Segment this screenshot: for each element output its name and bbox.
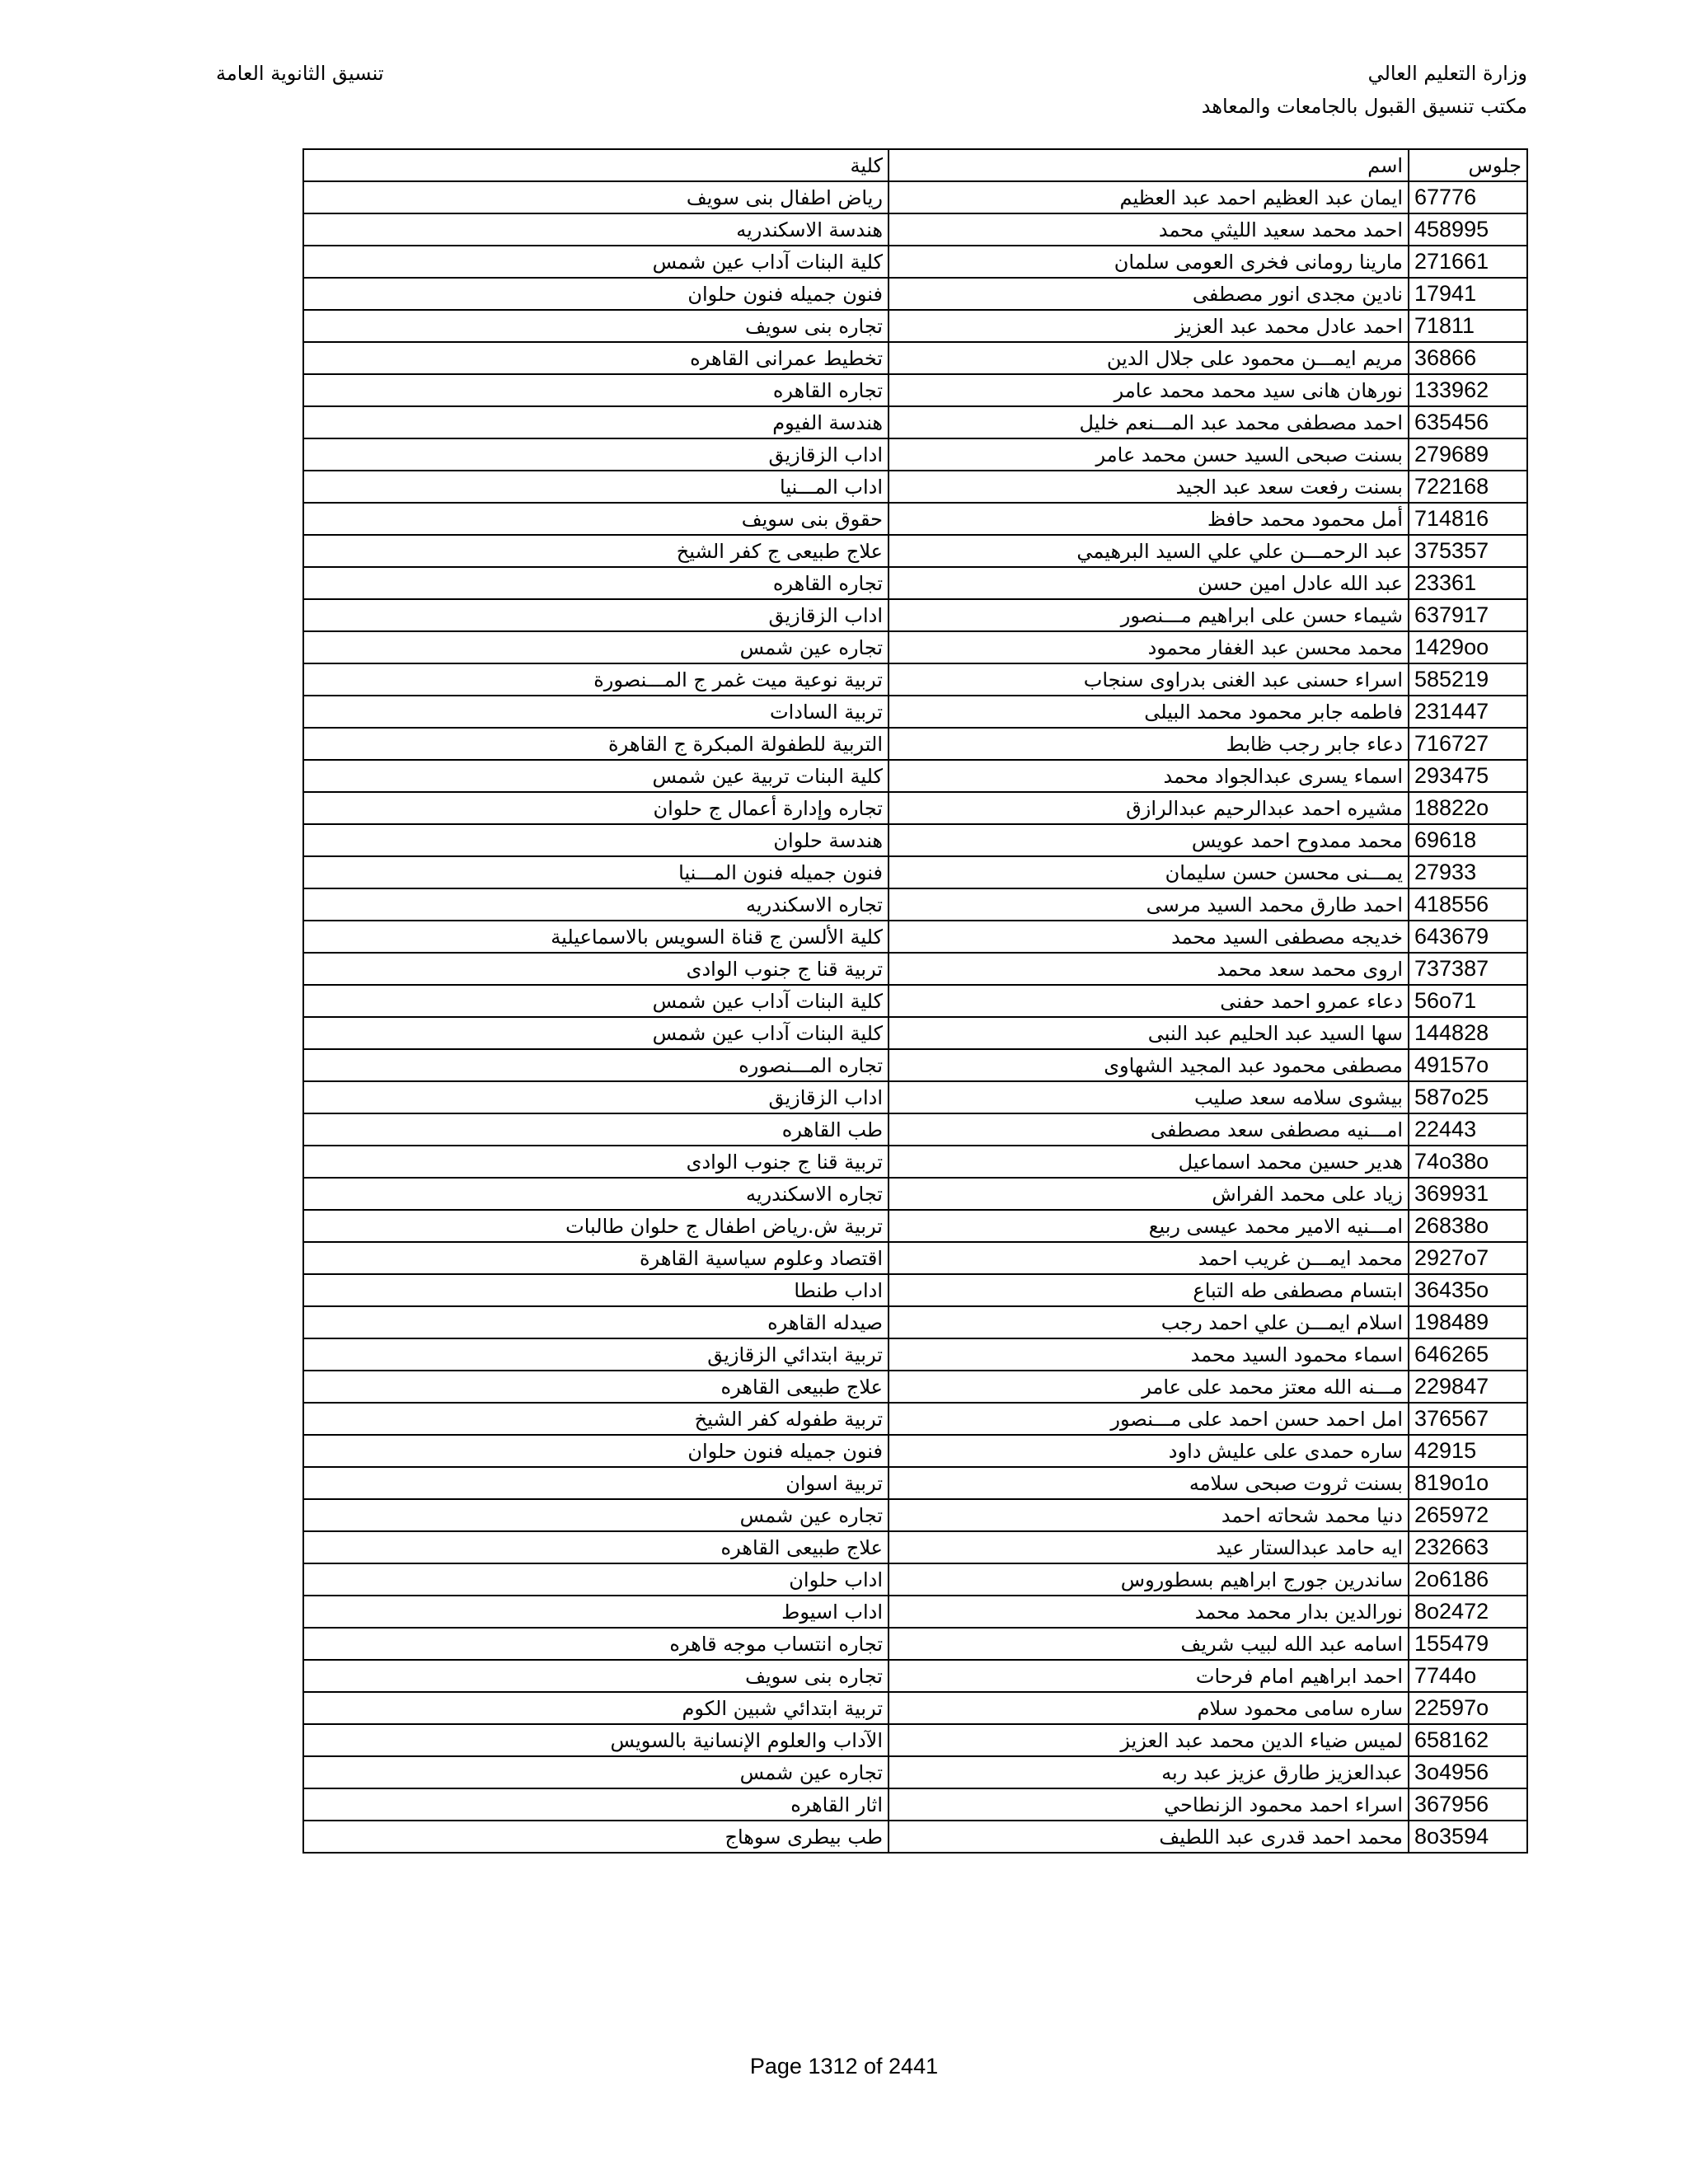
- college-cell: فنون جميله فنون حلوان: [303, 1435, 889, 1467]
- student-name-cell: محمد احمد قدرى عبد اللطيف: [889, 1821, 1409, 1853]
- college-column-header: كلية: [303, 149, 889, 181]
- student-name-cell: امل احمد حسن احمد على مـــنصور: [889, 1403, 1409, 1435]
- student-name-cell: نادين مجدى انور مصطفى: [889, 278, 1409, 310]
- seat-number-cell: 56o71: [1409, 985, 1527, 1017]
- student-name-cell: مريم ايمـــن محمود على جلال الدين: [889, 342, 1409, 374]
- student-name-cell: عبد الرحمـــن علي علي السيد البرهيمي: [889, 535, 1409, 567]
- table-row: [303, 1531, 1527, 1563]
- seat-number-cell: 585219: [1409, 663, 1527, 696]
- table-row: [303, 1113, 1527, 1146]
- student-name-cell: اسلام ايمـــن علي احمد رجب: [889, 1306, 1409, 1338]
- table-row: [303, 438, 1527, 471]
- seat-number-cell: 144828: [1409, 1017, 1527, 1049]
- college-cell: تجاره عين شمس: [303, 1756, 889, 1788]
- college-cell: كلية البنات تربية عين شمس: [303, 760, 889, 792]
- seat-number-cell: 198489: [1409, 1306, 1527, 1338]
- table-row: [303, 374, 1527, 406]
- table-row: [303, 1467, 1527, 1499]
- table-row: [303, 1178, 1527, 1210]
- college-cell: تجاره وإدارة أعمال ج حلوان: [303, 792, 889, 824]
- college-cell: علاج طبيعى القاهره: [303, 1531, 889, 1563]
- seat-number-cell: 36866: [1409, 342, 1527, 374]
- seat-number-cell: 819o1o: [1409, 1467, 1527, 1499]
- seat-number-cell: 714816: [1409, 503, 1527, 535]
- student-name-cell: نورالدين بدار محمد محمد: [889, 1596, 1409, 1628]
- seat-number-cell: 69618: [1409, 824, 1527, 856]
- seat-number-cell: 646265: [1409, 1338, 1527, 1371]
- seat-number-cell: 716727: [1409, 728, 1527, 760]
- seat-number-cell: 18822o: [1409, 792, 1527, 824]
- table-row: [303, 535, 1527, 567]
- college-cell: تجاره القاهره: [303, 567, 889, 599]
- college-cell: اقتصاد وعلوم سياسية القاهرة: [303, 1242, 889, 1274]
- student-name-cell: مـــنه الله معتز محمد على عامر: [889, 1371, 1409, 1403]
- college-cell: تربية قنا ج جنوب الوادى: [303, 953, 889, 985]
- college-cell: علاج طبيعى ج كفر الشيخ: [303, 535, 889, 567]
- table-row: [303, 1306, 1527, 1338]
- office-title: مكتب تنسيق القبول بالجامعات والمعاهد: [1201, 95, 1527, 118]
- student-name-cell: اسامه عبد الله لبيب شريف: [889, 1628, 1409, 1660]
- college-cell: تجاره بنى سويف: [303, 1660, 889, 1692]
- student-name-cell: احمد محمد سعيد الليثي محمد: [889, 213, 1409, 246]
- seat-number-cell: 22443: [1409, 1113, 1527, 1146]
- college-cell: تربية ش.رياض اطفال ج حلوان طالبات: [303, 1210, 889, 1242]
- student-name-cell: سها السيد عبد الحليم عبد النبى: [889, 1017, 1409, 1049]
- seat-number-cell: 643679: [1409, 921, 1527, 953]
- college-cell: تجاره عين شمس: [303, 1499, 889, 1531]
- table-row: [303, 888, 1527, 921]
- student-name-cell: اسماء يسرى عبدالجواد محمد: [889, 760, 1409, 792]
- college-cell: صيدله القاهره: [303, 1306, 889, 1338]
- student-name-cell: ساندرين جورج ابراهيم بسطوروس: [889, 1563, 1409, 1596]
- student-name-cell: محمد ايمـــن غريب احمد: [889, 1242, 1409, 1274]
- student-name-cell: مصطفى محمود عبد المجيد الشهاوى: [889, 1049, 1409, 1081]
- table-row: [303, 1274, 1527, 1306]
- student-name-cell: بسنت ثروت صبحى سلامه: [889, 1467, 1409, 1499]
- college-cell: تجاره عين شمس: [303, 631, 889, 663]
- college-cell: تربية ابتدائي الزقازيق: [303, 1338, 889, 1371]
- student-name-cell: احمد عادل محمد عبد العزيز: [889, 310, 1409, 342]
- seat-number-cell: 458995: [1409, 213, 1527, 246]
- student-name-cell: امـــنيه مصطفى سعد مصطفى: [889, 1113, 1409, 1146]
- table-row: [303, 824, 1527, 856]
- table-row: [303, 663, 1527, 696]
- table-row: [303, 792, 1527, 824]
- table-row: [303, 1628, 1527, 1660]
- seat-number-cell: 36435o: [1409, 1274, 1527, 1306]
- seat-number-cell: 22597o: [1409, 1692, 1527, 1724]
- table-row: [303, 856, 1527, 888]
- student-name-cell: أمل محمود محمد حافظ: [889, 503, 1409, 535]
- college-cell: هندسة الفيوم: [303, 406, 889, 438]
- seat-number-cell: 722168: [1409, 471, 1527, 503]
- table-row: [303, 953, 1527, 985]
- page-number: Page 1312 of 2441: [749, 2054, 939, 2079]
- student-name-cell: محمد ممدوح احمد عويس: [889, 824, 1409, 856]
- table-row: [303, 1821, 1527, 1853]
- college-cell: كلية البنات آداب عين شمس: [303, 985, 889, 1017]
- seat-number-cell: 26838o: [1409, 1210, 1527, 1242]
- student-name-cell: لميس ضياء الدين محمد عبد العزيز: [889, 1724, 1409, 1756]
- college-cell: تجاره الاسكندريه: [303, 1178, 889, 1210]
- student-name-cell: بسنت رفعت سعد عبد الجيد: [889, 471, 1409, 503]
- college-cell: فنون جميله فنون حلوان: [303, 278, 889, 310]
- table-row: [303, 985, 1527, 1017]
- table-row: [303, 1049, 1527, 1081]
- table-row: [303, 1371, 1527, 1403]
- seat-number-cell: 293475: [1409, 760, 1527, 792]
- table-row: [303, 1338, 1527, 1371]
- table-row: [303, 1081, 1527, 1113]
- table-row: [303, 1146, 1527, 1178]
- table-row: [303, 1692, 1527, 1724]
- table-row: [303, 1017, 1527, 1049]
- college-cell: تربية طفوله كفر الشيخ: [303, 1403, 889, 1435]
- college-cell: رياض اطفال بنى سويف: [303, 181, 889, 213]
- college-cell: هندسة حلوان: [303, 824, 889, 856]
- college-cell: تخطيط عمرانى القاهره: [303, 342, 889, 374]
- table-row: [303, 1756, 1527, 1788]
- table-row: [303, 342, 1527, 374]
- seat-column-header: جلوس: [1409, 149, 1527, 181]
- college-cell: التربية للطفولة المبكرة ج القاهرة: [303, 728, 889, 760]
- seat-number-cell: 23361: [1409, 567, 1527, 599]
- student-name-cell: اسماء محمود السيد محمد: [889, 1338, 1409, 1371]
- seat-number-cell: 737387: [1409, 953, 1527, 985]
- college-cell: تجاره المـــنصوره: [303, 1049, 889, 1081]
- seat-number-cell: 587o25: [1409, 1081, 1527, 1113]
- table-row: [303, 1435, 1527, 1467]
- student-name-cell: بسنت صبحى السيد حسن محمد عامر: [889, 438, 1409, 471]
- student-name-cell: ايه حامد عبدالستار عيد: [889, 1531, 1409, 1563]
- student-name-cell: مشيره احمد عبدالرحيم عبدالرازق: [889, 792, 1409, 824]
- college-cell: اداب حلوان: [303, 1563, 889, 1596]
- student-name-cell: زياد على محمد الفراش: [889, 1178, 1409, 1210]
- student-name-cell: نورهان هانى سيد محمد محمد عامر: [889, 374, 1409, 406]
- college-cell: اداب اسيوط: [303, 1596, 889, 1628]
- table-row: [303, 1660, 1527, 1692]
- college-cell: اداب الزقازيق: [303, 1081, 889, 1113]
- college-cell: تربية نوعية ميت غمر ج المـــنصورة: [303, 663, 889, 696]
- student-name-cell: اروى محمد سعد محمد: [889, 953, 1409, 985]
- student-name-cell: فاطمه جابر محمود محمد البيلى: [889, 696, 1409, 728]
- table-row: [303, 406, 1527, 438]
- seat-number-cell: 3o4956: [1409, 1756, 1527, 1788]
- seat-number-cell: 67776: [1409, 181, 1527, 213]
- seat-number-cell: 2o6186: [1409, 1563, 1527, 1596]
- college-cell: تربية اسوان: [303, 1467, 889, 1499]
- student-name-cell: اسراء احمد محمود الزنطاحي: [889, 1788, 1409, 1821]
- table-row: [303, 567, 1527, 599]
- table-row: [303, 921, 1527, 953]
- seat-number-cell: 17941: [1409, 278, 1527, 310]
- student-name-cell: امـــنيه الامير محمد عيسى ربيع: [889, 1210, 1409, 1242]
- student-name-cell: ابتسام مصطفى طه التباع: [889, 1274, 1409, 1306]
- student-name-cell: اسراء حسنى عبد الغنى بدراوى سنجاب: [889, 663, 1409, 696]
- student-name-cell: عبد الله عادل امين حسن: [889, 567, 1409, 599]
- college-cell: تربية ابتدائي شبين الكوم: [303, 1692, 889, 1724]
- student-name-cell: دنيا محمد شحاته احمد: [889, 1499, 1409, 1531]
- student-name-cell: احمد مصطفى محمد عبد المـــنعم خليل: [889, 406, 1409, 438]
- seat-number-cell: 637917: [1409, 599, 1527, 631]
- student-name-cell: ايمان عبد العظيم احمد عبد العظيم: [889, 181, 1409, 213]
- student-name-cell: احمد ابراهيم امام فرحات: [889, 1660, 1409, 1692]
- student-name-cell: احمد طارق محمد السيد مرسى: [889, 888, 1409, 921]
- table-row: [303, 1210, 1527, 1242]
- seat-number-cell: 367956: [1409, 1788, 1527, 1821]
- seat-number-cell: 418556: [1409, 888, 1527, 921]
- college-cell: حقوق بنى سويف: [303, 503, 889, 535]
- college-cell: تربية قنا ج جنوب الوادى: [303, 1146, 889, 1178]
- college-cell: تجاره انتساب موجه قاهره: [303, 1628, 889, 1660]
- name-column-header: اسم: [889, 149, 1409, 181]
- table-row: [303, 696, 1527, 728]
- table-row: [303, 278, 1527, 310]
- college-cell: الآداب والعلوم الإنسانية بالسويس: [303, 1724, 889, 1756]
- college-cell: كلية البنات آداب عين شمس: [303, 1017, 889, 1049]
- seat-number-cell: 27933: [1409, 856, 1527, 888]
- student-name-cell: هدير حسين محمد اسماعيل: [889, 1146, 1409, 1178]
- seat-number-cell: 74o38o: [1409, 1146, 1527, 1178]
- table-row: [303, 599, 1527, 631]
- seat-number-cell: 375357: [1409, 535, 1527, 567]
- table-row: [303, 310, 1527, 342]
- college-cell: اثار القاهره: [303, 1788, 889, 1821]
- seat-number-cell: 71811: [1409, 310, 1527, 342]
- student-name-cell: ساره حمدى على عليش داود: [889, 1435, 1409, 1467]
- seat-number-cell: 8o3594: [1409, 1821, 1527, 1853]
- table-row: [303, 1242, 1527, 1274]
- student-name-cell: يمـــنى محسن حسن سليمان: [889, 856, 1409, 888]
- table-row: [303, 1724, 1527, 1756]
- seat-number-cell: 7744o: [1409, 1660, 1527, 1692]
- college-cell: طب القاهره: [303, 1113, 889, 1146]
- results-table: [302, 148, 1528, 1854]
- seat-number-cell: 279689: [1409, 438, 1527, 471]
- seat-number-cell: 369931: [1409, 1178, 1527, 1210]
- college-cell: طب بيطرى سوهاج: [303, 1821, 889, 1853]
- table-row: [303, 503, 1527, 535]
- seat-number-cell: 2927o7: [1409, 1242, 1527, 1274]
- college-cell: تجاره الاسكندريه: [303, 888, 889, 921]
- college-cell: اداب الزقازيق: [303, 599, 889, 631]
- table-row: [303, 471, 1527, 503]
- student-name-cell: عبدالعزيز طارق عزيز عبد ربه: [889, 1756, 1409, 1788]
- table-row: [303, 246, 1527, 278]
- student-name-cell: خديجه مصطفى السيد محمد: [889, 921, 1409, 953]
- seat-number-cell: 232663: [1409, 1531, 1527, 1563]
- table-row: [303, 1596, 1527, 1628]
- college-cell: تربية السادات: [303, 696, 889, 728]
- seat-number-cell: 271661: [1409, 246, 1527, 278]
- college-cell: اداب المـــنيا: [303, 471, 889, 503]
- seat-number-cell: 8o2472: [1409, 1596, 1527, 1628]
- seat-number-cell: 231447: [1409, 696, 1527, 728]
- table-row: [303, 1788, 1527, 1821]
- seat-number-cell: 155479: [1409, 1628, 1527, 1660]
- college-cell: اداب طنطا: [303, 1274, 889, 1306]
- student-name-cell: دعاء عمرو احمد حفنى: [889, 985, 1409, 1017]
- seat-number-cell: 133962: [1409, 374, 1527, 406]
- seat-number-cell: 635456: [1409, 406, 1527, 438]
- seat-number-cell: 1429oo: [1409, 631, 1527, 663]
- table-row: [303, 631, 1527, 663]
- seat-number-cell: 49157o: [1409, 1049, 1527, 1081]
- table-row: [303, 728, 1527, 760]
- ministry-title: وزارة التعليم العالي: [1367, 62, 1527, 85]
- student-name-cell: ساره سامى محمود سلام: [889, 1692, 1409, 1724]
- student-name-cell: مارينا رومانى فخرى العومى سلمان: [889, 246, 1409, 278]
- table-row: [303, 760, 1527, 792]
- coordination-title: تنسيق الثانوية العامة: [216, 62, 384, 85]
- seat-number-cell: 376567: [1409, 1403, 1527, 1435]
- seat-number-cell: 42915: [1409, 1435, 1527, 1467]
- college-cell: اداب الزقازيق: [303, 438, 889, 471]
- seat-number-cell: 265972: [1409, 1499, 1527, 1531]
- student-name-cell: دعاء جابر رجب ظابط: [889, 728, 1409, 760]
- student-name-cell: محمد محسن عبد الغفار محمود: [889, 631, 1409, 663]
- table-row: [303, 213, 1527, 246]
- seat-number-cell: 658162: [1409, 1724, 1527, 1756]
- college-cell: كلية الألسن ج قناة السويس بالاسماعيلية: [303, 921, 889, 953]
- student-name-cell: شيماء حسن على ابراهيم مـــنصور: [889, 599, 1409, 631]
- table-row: [303, 1563, 1527, 1596]
- college-cell: فنون جميله فنون المـــنيا: [303, 856, 889, 888]
- table-row: [303, 1499, 1527, 1531]
- table-row: [303, 1403, 1527, 1435]
- table-header-row: [303, 149, 1527, 181]
- college-cell: هندسة الاسكندريه: [303, 213, 889, 246]
- college-cell: تجاره القاهره: [303, 374, 889, 406]
- student-name-cell: بيشوى سلامه سعد صليب: [889, 1081, 1409, 1113]
- college-cell: علاج طبيعى القاهره: [303, 1371, 889, 1403]
- college-cell: كلية البنات آداب عين شمس: [303, 246, 889, 278]
- college-cell: تجاره بنى سويف: [303, 310, 889, 342]
- table-row: [303, 181, 1527, 213]
- seat-number-cell: 229847: [1409, 1371, 1527, 1403]
